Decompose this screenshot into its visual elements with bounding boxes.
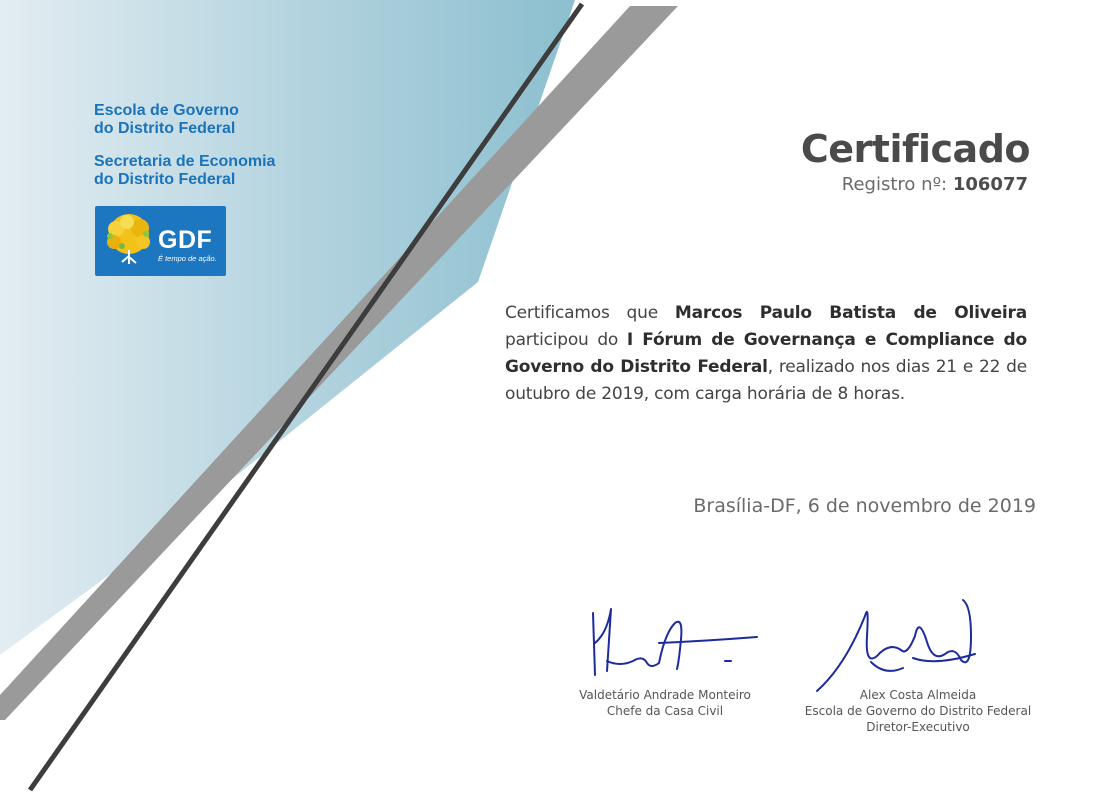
blue-band: [0, 0, 575, 655]
event-name: I Fórum de Governança e Compliance do Governo do Distrito Federal: [505, 330, 1027, 377]
signature-alex: [815, 596, 985, 696]
place-date: Brasília-DF, 6 de novembro de 2019: [693, 495, 1036, 517]
signatory-name: Valdetário Andrade Monteiro: [579, 688, 751, 702]
signatory-role: Chefe da Casa Civil: [606, 704, 724, 718]
signatory-1: [570, 687, 760, 719]
body-suffix: , realizado nos dias 21 e 22 de outubro de 2019, com carga horária de 8 horas.: [505, 357, 1027, 404]
signatory-2: [800, 687, 1036, 735]
org-name-secretaria: Secretaria de Economia do Distrito Federal: [94, 153, 276, 188]
registro-label: Registro nº:: [841, 174, 948, 195]
gdf-tagline: É tempo de ação.: [158, 254, 217, 263]
org-name-escola: Escola de Governo do Distrito Federal: [94, 102, 239, 137]
tree-icon: [102, 212, 156, 270]
certificate-title: Certificado: [800, 127, 1030, 171]
body-prefix: Certificamos que: [505, 303, 675, 323]
gdf-logo-text: GDF: [158, 226, 213, 254]
participant-name: Marcos Paulo Batista de Oliveira: [674, 303, 1027, 323]
signature-valdetario: [585, 603, 760, 683]
body-middle: participou do: [505, 330, 627, 350]
gdf-logo: [95, 206, 226, 276]
signatory-name: Alex Costa Almeida: [859, 688, 977, 702]
signatory-institution: Escola de Governo do Distrito Federal: [804, 704, 1032, 718]
signatory-role: Diretor-Executivo: [866, 720, 970, 734]
registro-number: 106077: [952, 174, 1028, 195]
certificate-body: [505, 300, 1027, 408]
registro-line: [842, 174, 1028, 196]
